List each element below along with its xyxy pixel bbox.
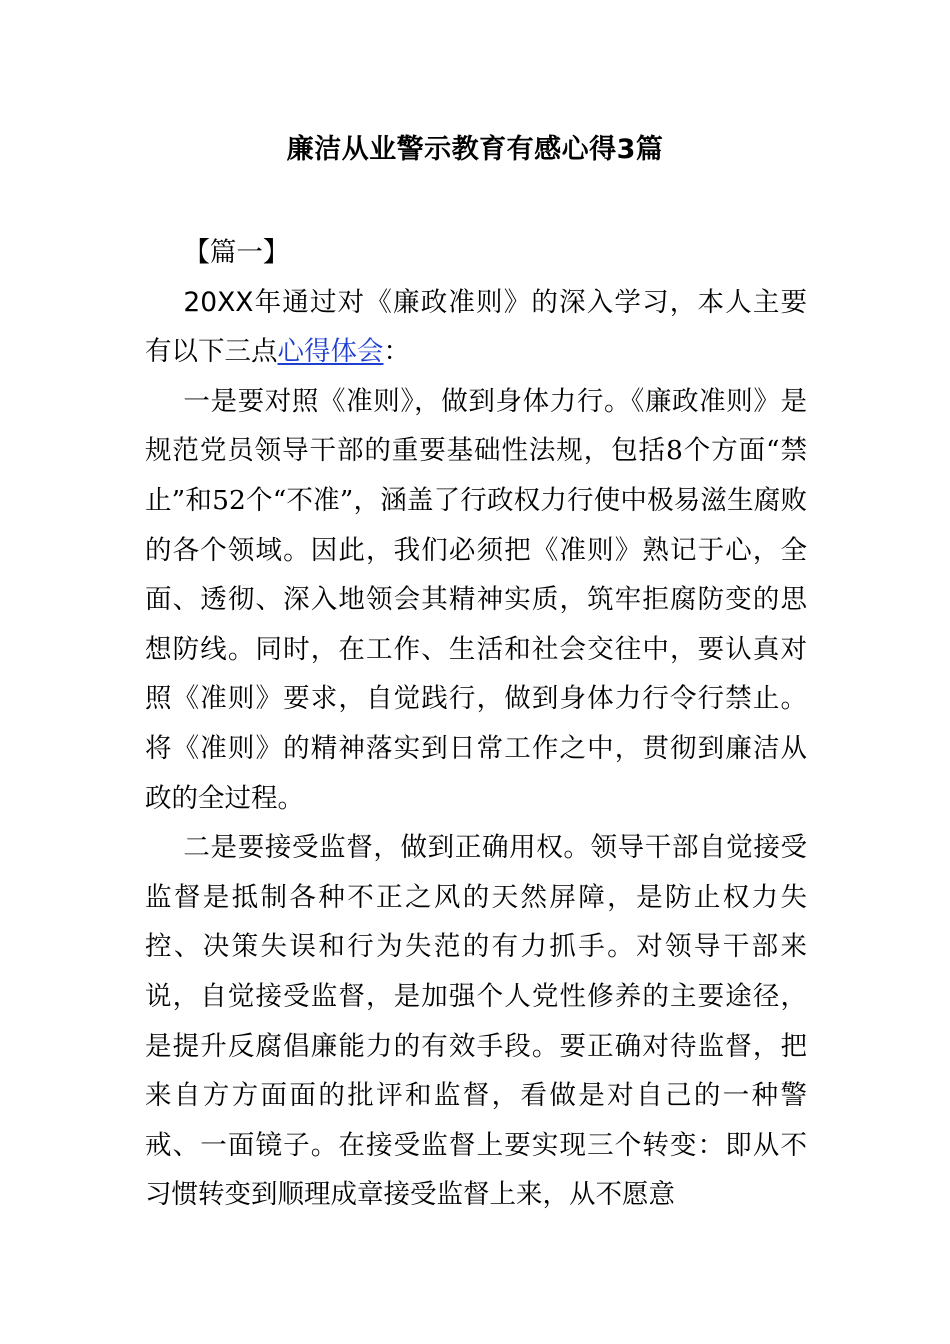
xinde-tihui-link[interactable]: 心得体会 bbox=[277, 336, 384, 368]
intro-text: 年通过对《廉政准则》的深入学习，本人主要有以下三点 bbox=[145, 286, 807, 368]
paragraph-one: 一是要对照《准则》，做到身体力行。《廉政准则》是规范党员领导干部的重要基础性法规，包括8个方面“禁止”和52个“不准”，涵盖了行政权力行使中极易滋生腐败的各个领域。因此，我们必须把《准则》熟记于心，全面、透彻、深入地领会其精神实质，筑牢拒腐防变的思想防线。同时，在工作、生活和社会交往中，要认真对照《准则》要求，自觉践行，做到身体力行令行禁止。将《准则》的精神落实到日常工作之中，贯彻到廉洁从政的全过程。 bbox=[145, 385, 807, 814]
section-heading: 【篇一】 bbox=[183, 237, 290, 268]
intro-colon: ： bbox=[383, 336, 410, 368]
paragraph-two: 二是要接受监督，做到正确用权。领导干部自觉接受监督是抵制各种不正之风的天然屏障，是防止权力失控、决策失误和行为失范的有力抓手。对领导干部来说，自觉接受监督，是加强个人党性修养的主要途径，是提升反腐倡廉能力的有效手段。要正确对待监督，把来自方方面面的批评和监督，看做是对自己的一种警戒、一面镜子。在接受监督上要实现三个转变：即从不习惯转变到顺理成章接受监督上来，从不愿意 bbox=[145, 832, 807, 1211]
intro-year: 20XX bbox=[183, 286, 254, 318]
document-title: 廉洁从业警示教育有感心得3篇 bbox=[286, 134, 664, 165]
intro-paragraph bbox=[145, 278, 807, 377]
document-body bbox=[145, 228, 807, 1220]
